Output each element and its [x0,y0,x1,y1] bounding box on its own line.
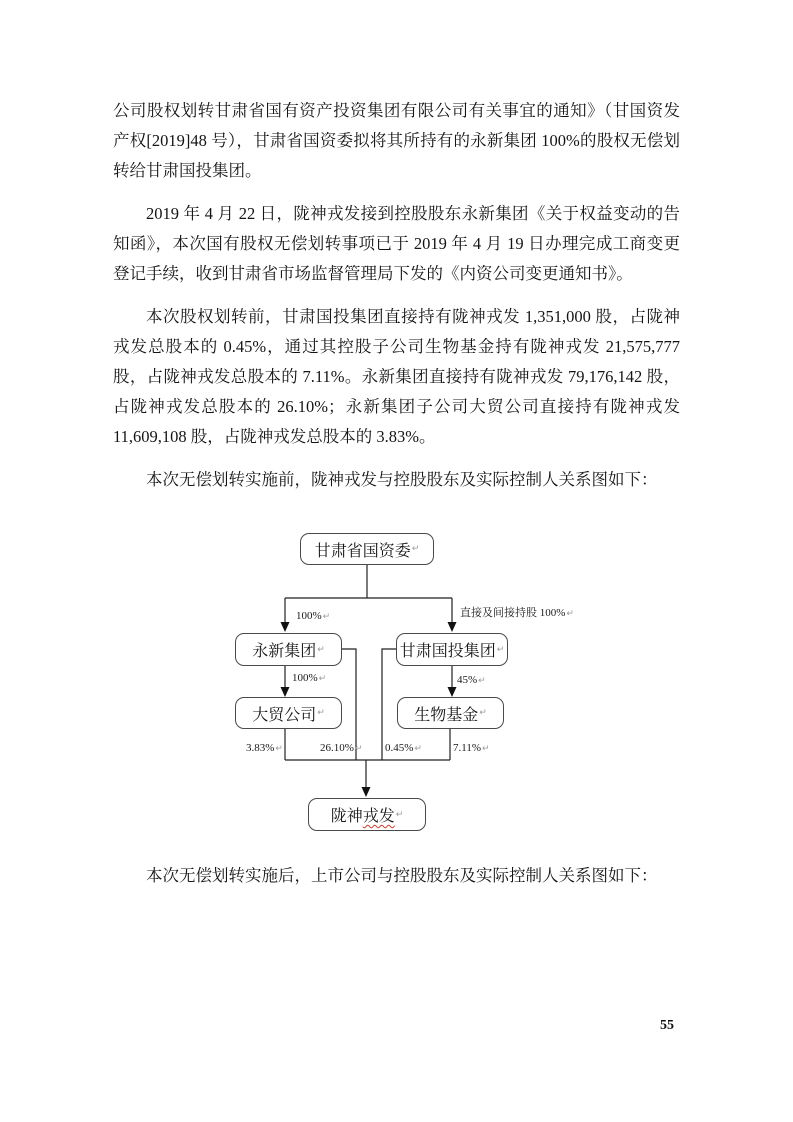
edge-label-sasac-yongxin [296,611,330,623]
return-mark-icon: ↵ [395,809,404,820]
return-mark-icon: ↵ [318,674,327,684]
paragraph-diagram-after-caption: 本次无偿划转实施后，上市公司与控股股东及实际控制人关系图如下： [146,866,658,885]
return-mark-icon: ↵ [317,708,325,718]
node-longshen-rongfa-label [331,803,395,826]
node-longshen-rongfa [308,798,426,831]
edge-label-sasac-guotou [460,608,574,620]
node-gansu-sasac [300,533,434,565]
return-mark-icon: ↵ [354,744,363,754]
edge-label-yongxin-damao [292,673,326,685]
node-gansu-guotou-group-label: 甘肃国投集团 [399,643,496,660]
return-mark-icon: ↵ [482,744,490,754]
diagram-connector-lines [0,525,793,845]
paragraph-shareholding-before: 本次股权划转前，甘肃国投集团直接持有陇神戎发 1,351,000 股，占陇神戎发总股本的 0.45%，通过其控股子公司生物基金持有陇神戎发 21,575,777 股，占陇神戎发总股本的 7.11%。永新集团直接持有陇神戎发 79,176,142 股，占陇神戎发总股本的 26.10%；永新集团子公司大贸公司直接持有陇神戎发 11,609,108 股，占陇神戎发总股本的 3.83%。 [113,307,680,446]
node-longshen-spellcheck-text: 戎发 [362,808,395,825]
return-mark-icon: ↵ [317,644,325,655]
edge-label-guotou-bio-text: 45% [457,674,478,686]
body-text [113,96,680,508]
stake-label-bio [453,743,490,755]
stake-label-yongxin-text: 26.10% [320,742,354,754]
node-bio-fund [397,697,504,729]
stake-label-damao-text: 3.83% [246,742,275,754]
return-mark-icon: ↵ [478,676,486,686]
edge-label-sasac-yongxin-text: 100% [296,610,322,622]
stake-label-guotou-text: 0.45% [385,742,414,754]
paragraph-equity-change-notice: 2019 年 4 月 22 日，陇神戎发接到控股股东永新集团《关于权益变动的告知函》，本次国有股权无偿划转事项已于 2019 年 4 月 19 日办理完成工商变更登记手续，收到甘肃省市场监督管理局下发的《内资公司变更通知书》。 [113,204,680,283]
return-mark-icon: ↵ [496,644,505,655]
page-number: 55 [660,1018,674,1033]
ownership-diagram-before [0,525,793,845]
stake-label-bio-text: 7.11% [453,742,482,754]
return-mark-icon: ↵ [322,612,331,622]
return-mark-icon: ↵ [275,744,283,754]
return-mark-icon: ↵ [411,544,420,554]
node-gansu-sasac-label: 甘肃省国资委 [314,542,411,560]
stake-label-guotou [385,743,422,755]
return-mark-icon: ↵ [414,744,422,754]
edge-label-yongxin-damao-text: 100% [292,672,318,684]
node-damao-company [235,697,342,729]
node-damao-company-label: 大贸公司 [252,706,317,724]
node-yongxin-group [235,633,342,666]
paragraph-diagram-before-caption: 本次无偿划转实施前，陇神戎发与控股股东及实际控制人关系图如下： [146,470,658,489]
return-mark-icon: ↵ [566,609,574,619]
edge-label-sasac-guotou-text: 直接及间接持股 100% [460,607,566,619]
return-mark-icon: ↵ [479,708,487,718]
stake-label-damao [246,743,283,755]
node-yongxin-group-label: 永新集团 [252,643,317,660]
paragraph-notice-continuation: 公司股权划转甘肃省国有资产投资集团有限公司有关事宜的通知》（甘国资发产权[2019]48 号），甘肃省国资委拟将其所持有的永新集团 100%的股权无偿划转给甘肃国投集团。 [113,101,680,180]
stake-label-yongxin [320,743,362,755]
node-gansu-guotou-group [396,633,508,666]
node-longshen-prefix: 陇神 [330,808,363,825]
node-bio-fund-label: 生物基金 [414,706,479,724]
edge-label-guotou-bio [457,675,486,687]
